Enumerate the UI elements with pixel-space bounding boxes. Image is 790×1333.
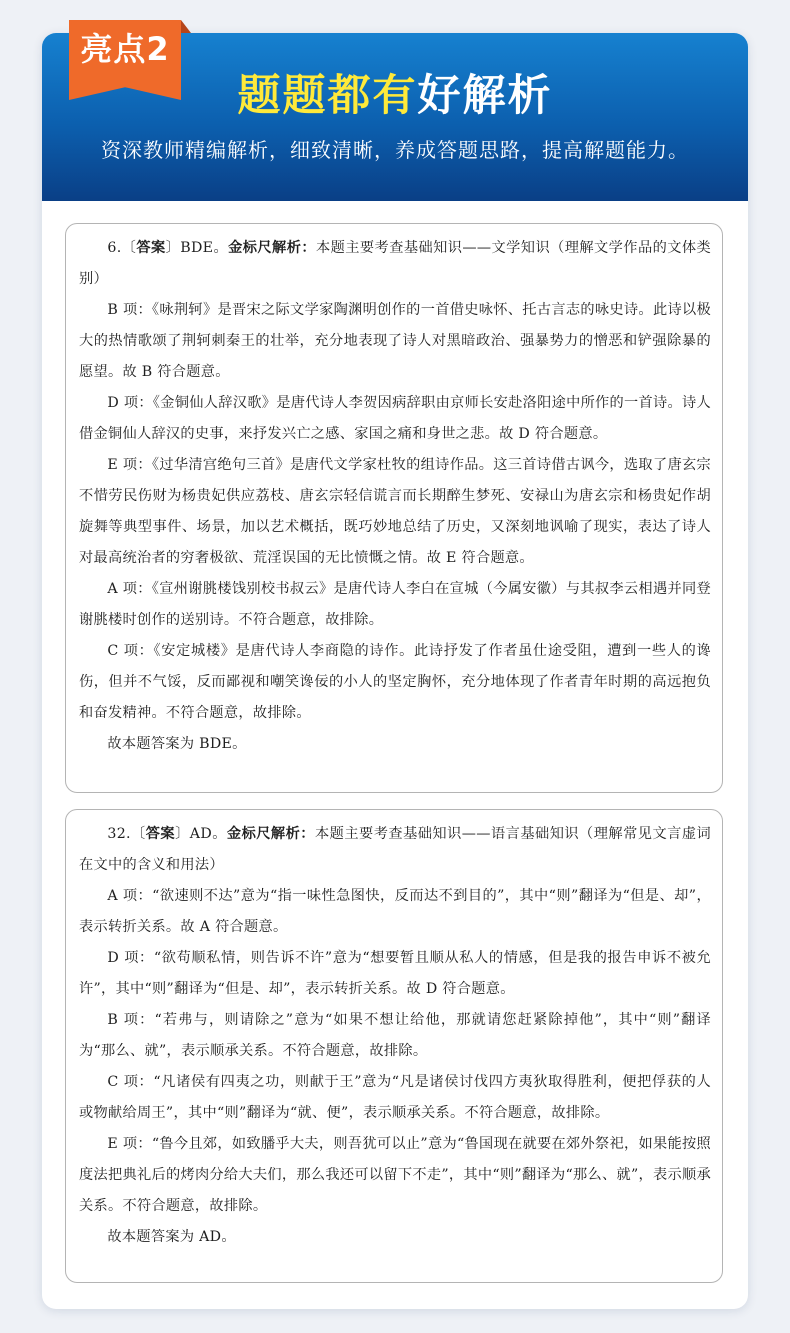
q6-intro-text: 本题主要考查基础知识——文学知识（理解文学作品的文体类别） (79, 240, 711, 287)
q32-para-e: E 项：“鲁今且郊，如致膰乎大夫，则吾犹可以止”意为“鲁国现在就要在郊外祭祀，如果能按照度法把典礼后的烤肉分给大夫们，那么我还可以留下不走”，其中“则”翻译为“那么、就”，表示顺承关系。不符合题意，故排除。 (79, 1136, 711, 1214)
q6-answer-label: 答案 (136, 240, 166, 256)
q6-para-c: C 项：《安定城楼》是唐代诗人李商隐的诗作。此诗抒发了作者虽仕途受阻，遭到一些人的谗伤，但并不气馁，反而鄙视和嘲笑谗佞的小人的坚定胸怀，充分地体现了作者青年时期的高远抱负和奋发精神。不符合题意，故排除。 (79, 643, 711, 721)
q32-para-a: A 项：“欲速则不达”意为“指一味性急图快，反而达不到目的”，其中“则”翻译为“但是、却”，表示转折关系。故 A 符合题意。 (79, 888, 711, 935)
q32-number: 32.〔 (107, 826, 146, 842)
q6-intro (79, 233, 711, 295)
answer-box-q6 (65, 223, 723, 793)
q32-answer: 〕AD。 (175, 826, 227, 842)
q6-answer: 〕BDE。 (165, 240, 229, 256)
answer-box-q32 (65, 809, 723, 1283)
q6-number: 6.〔 (107, 240, 137, 256)
q32-conclusion: 故本题答案为 AD。 (107, 1229, 236, 1245)
q32-para-c: C 项：“凡诸侯有四夷之功，则献于王”意为“凡是诸侯讨伐四方夷狄取得胜利，便把俘获的人或物献给周王”，其中“则”翻译为“就、便”，表示顺承关系。不符合题意，故排除。 (79, 1074, 711, 1121)
q6-para-b: B 项：《咏荆轲》是晋宋之际文学家陶渊明创作的一首借史咏怀、托古言志的咏史诗。此诗以极大的热情歌颂了荆轲刺秦王的壮举，充分地表现了诗人对黑暗政治、强暴势力的憎恶和铲强除暴的愿望。故 B 符合题意。 (79, 302, 711, 380)
page-title (0, 62, 790, 123)
highlight-tag-label: 亮点2 (80, 30, 170, 68)
page-subtitle: 资深教师精编解析，细致清晰，养成答题思路，提高解题能力。 (101, 138, 689, 162)
q32-para-b: B 项：“若弗与，则请除之”意为“如果不想让给他，那就请您赶紧除掉他”，其中“则”翻译为“那么、就”，表示顺承关系。不符合题意，故排除。 (79, 1012, 711, 1059)
q6-analysis-label: 金标尺解析： (228, 240, 316, 256)
q32-para-d: D 项：“欲苟顺私情，则告诉不许”意为“想要暂且顺从私人的情感，但是我的报告申诉不被允许”，其中“则”翻译为“但是、却”，表示转折关系。故 D 符合题意。 (79, 950, 711, 997)
q6-conclusion: 故本题答案为 BDE。 (107, 736, 247, 752)
q32-intro (79, 819, 711, 881)
q32-intro-text: 本题主要考查基础知识——语言基础知识（理解常见文言虚词在文中的含义和用法） (79, 826, 711, 873)
q32-analysis-label: 金标尺解析： (226, 826, 315, 842)
title-rest: 好解析 (417, 71, 553, 121)
q6-para-d: D 项：《金铜仙人辞汉歌》是唐代诗人李贺因病辞职由京师长安赴洛阳途中所作的一首诗。诗人借金铜仙人辞汉的史事，来抒发兴亡之感、家国之痛和身世之悲。故 D 符合题意。 (79, 395, 711, 442)
title-highlight: 题题都有 (237, 71, 418, 121)
q6-para-e: E 项：《过华清宫绝句三首》是唐代文学家杜牧的组诗作品。这三首诗借古讽今，选取了唐玄宗不惜劳民伤财为杨贵妃供应荔枝、唐玄宗轻信谎言而长期醉生梦死、安禄山为唐玄宗和杨贵妃作胡旋舞等典型事件、场景，加以艺术概括，既巧妙地总结了历史，又深刻地讽喻了现实，表达了诗人对最高统治者的穷奢极欲、荒淫误国的无比愤慨之情。故 E 符合题意。 (79, 457, 711, 566)
tag-fold-corner (181, 20, 191, 33)
q32-answer-label: 答案 (145, 826, 176, 842)
q6-para-a: A 项：《宣州谢朓楼饯别校书叔云》是唐代诗人李白在宣城（今属安徽）与其叔李云相遇并同登谢朓楼时创作的送别诗。不符合题意，故排除。 (79, 581, 711, 628)
